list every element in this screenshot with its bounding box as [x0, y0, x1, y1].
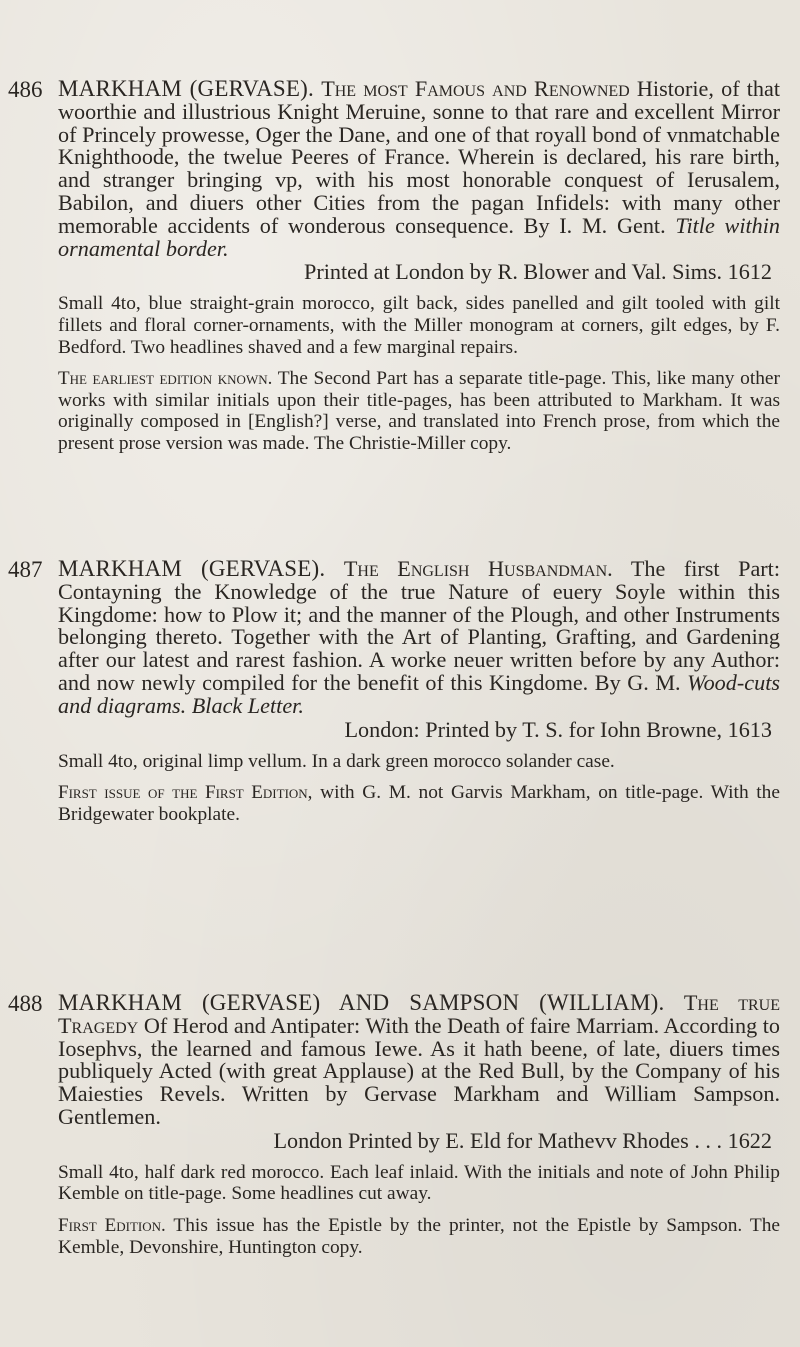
catalogue-entry-488: [8, 990, 781, 1258]
imprint: London: Printed by T. S. for Iohn Browne, 1613: [344, 716, 772, 742]
note-text: The Second Part has a separate title-page. This, like many other works with similar initials upon their title-pages, has been attributed to Markham. It was originally composed in [English?] verse, and translated into French prose, from which the present prose version was made. The Christie-Miller copy.: [58, 368, 780, 454]
note-small-caps: First Edition.: [58, 1214, 166, 1236]
imprint: London Printed by E. Eld for Mathevv Rhodes . . . 1622: [273, 1127, 772, 1153]
entry-heading: [58, 558, 780, 741]
title-small-caps: The true Tragedy: [58, 990, 780, 1038]
author-heading: MARKHAM (GERVASE) AND SAMPSON (WILLIAM).: [58, 990, 665, 1015]
lot-number: 487: [8, 557, 43, 582]
imprint: Printed at London by R. Blower and Val. Sims. 1612: [304, 259, 772, 285]
entry-heading: [58, 78, 780, 283]
bibliographic-note: [58, 1215, 780, 1258]
title-small-caps: The most Famous and Renowned: [321, 76, 630, 101]
catalogue-entry-487: [8, 556, 781, 825]
note-text: with G. M. not Garvis Markham, on title-page. With the Bridgewater bookplate.: [58, 782, 780, 825]
note-small-caps: First issue of the First Edition,: [58, 782, 313, 804]
title-text: Of Herod and Antipater: With the Death of faire Marriam. According to Iosephvs, the learned and famous Iewe. As it hath beene, of late, diuers times publiquely Acted (with great Applause) at the Red Bull, by the Company of his Maiesties Revels. Written by Gervase Markham and William Sampson. Gentlemen.: [58, 1012, 781, 1129]
catalogue-entry-486: [8, 76, 781, 455]
note-text: This issue has the Epistle by the printer, not the Epistle by Sampson. The Kemble, Devonshire, Huntington copy.: [58, 1214, 781, 1258]
title-text: Historie, of that woorthie and illustrious Knight Meruine, sonne to that rare and excellent Mirror of Princely prowesse, Oger the Dane, and one of that royall bond of vnmatchable Knighthoode, the twelue Peeres of France. Wherein is declared, his rare birth, and stranger bringing vp, with his most honorable conquest of Ierusalem, Babilon, and diuers other Cities from the pagan Infidels: with many other memorable accidents of wonderous consequence. By I. M. Gent.: [58, 76, 781, 238]
author-heading: MARKHAM (GERVASE).: [58, 76, 314, 101]
physical-description: Small 4to, original limp vellum. In a dark green morocco solander case.: [58, 750, 615, 772]
lot-number: 486: [8, 77, 43, 102]
bibliographic-note: [58, 368, 780, 454]
entry-heading: [58, 992, 780, 1152]
lot-number: 488: [8, 991, 43, 1016]
title-small-caps: The English Husbandman.: [343, 556, 613, 581]
bibliographic-note: [58, 782, 780, 825]
physical-description: Small 4to, half dark red morocco. Each leaf inlaid. With the initials and note of John Philip Kemble on title-page. Some headlines cut away.: [58, 1161, 780, 1205]
title-text: The first Part: Contayning the Knowledge of the true Nature of euery Soyle within this Kingdome: how to Plow it; and the manner of the Plough, and other Instruments belonging thereto. Together with the Art of Planting, Grafting, and Gardening after our latest and rarest fashion. A worke neuer written before by any Author: and now newly compiled for the benefit of this Kingdome. By G. M.: [58, 556, 781, 695]
title-note: Title within ornamental border.: [58, 212, 781, 261]
author-heading: MARKHAM (GERVASE).: [58, 556, 326, 581]
title-note: Wood-cuts and diagrams. Black Letter.: [58, 669, 780, 718]
physical-description: Small 4to, blue straight-grain morocco, gilt back, sides panelled and gilt tooled with gilt fillets and floral corner-ornaments, with the Miller monogram at corners, gilt edges, by F. Bedford. Two headlines shaved and a few marginal repairs.: [58, 293, 780, 358]
note-small-caps: The earliest edition known.: [58, 368, 273, 390]
